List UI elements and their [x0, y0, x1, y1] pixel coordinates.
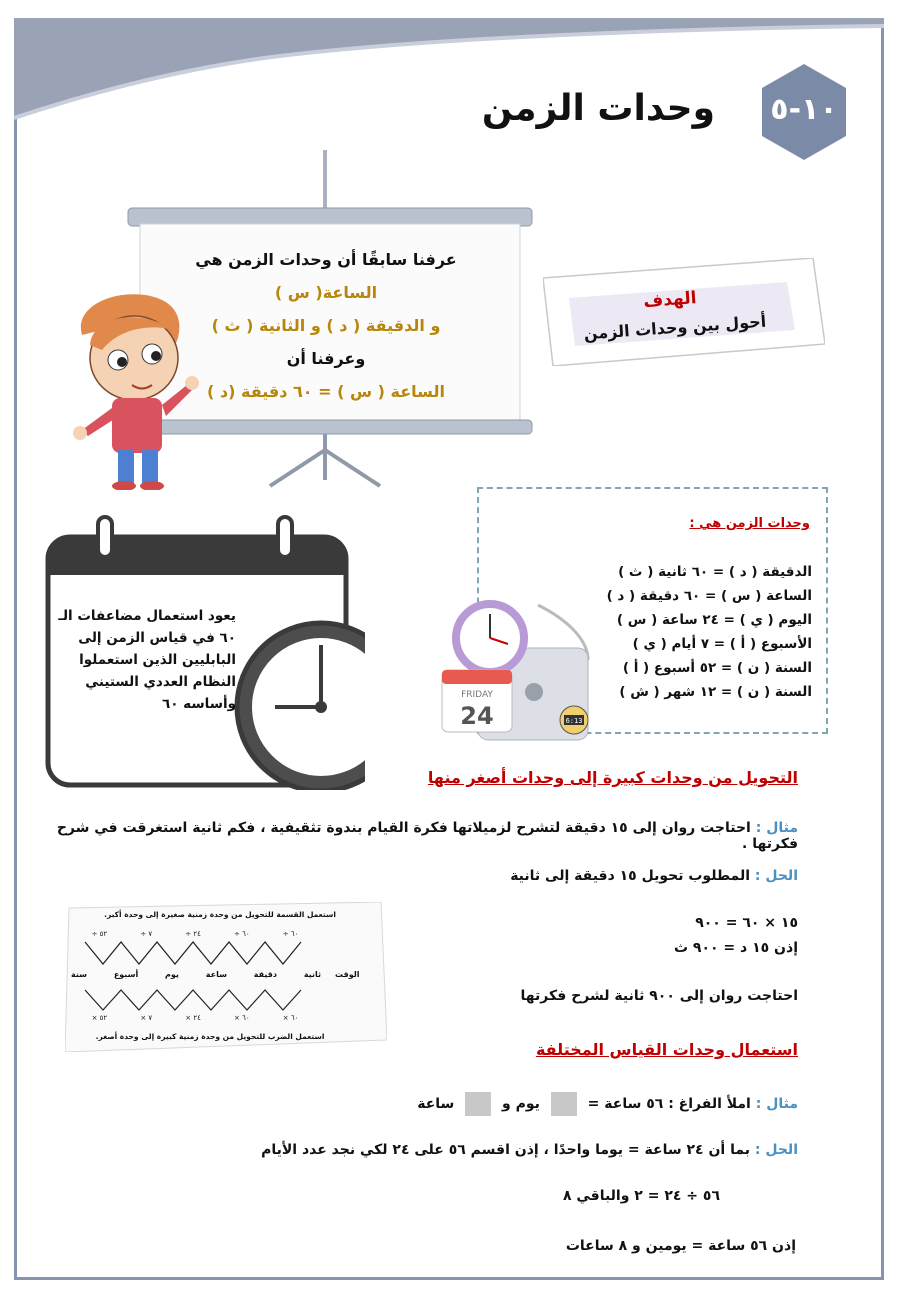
unit-item: الساعة ( س ) = ٦٠ دقيقة ( د ): [606, 588, 812, 604]
chart-bottom-caption: استعمل الضرب للتحويل من وحدة زمنية كبيرة إلى وحدة أصغر.: [95, 1032, 325, 1041]
multiply-label: × ٧: [140, 1014, 153, 1022]
section1-calc2: إذن ١٥ د = ٩٠٠ ث: [673, 940, 798, 956]
example-hour-word: ساعة: [417, 1096, 455, 1112]
unit-item: السنة ( ن ) = ١٢ شهر ( ش ): [619, 684, 812, 700]
time-objects-illustration: [438, 600, 598, 745]
solution-text: المطلوب تحويل ١٥ دقيقة إلى ثانية: [510, 868, 750, 884]
unit-item: الأسبوع ( أ ) = ٧ أيام ( ي ): [632, 636, 812, 652]
blank-days-box[interactable]: [551, 1092, 577, 1116]
divide-label: ÷ ٢٤: [185, 930, 201, 938]
chart-unit: ثانية: [303, 970, 321, 979]
solution-text: بما أن ٢٤ ساعة = يوما واحدًا ، إذن اقسم ٥٦ على ٢٤ لكي نجد عدد الأيام: [261, 1142, 750, 1158]
section2-calc: ٥٦ ÷ ٢٤ = ٢ والباقي ٨: [562, 1188, 720, 1204]
section1-solution: [400, 868, 798, 884]
example-text: احتاجت روان إلى ١٥ دقيقة لتشرح لزميلاتها فكرة القيام بندوة تثقيفية ، فكم ثانية استغرقت في شرح فكرتها .: [56, 820, 798, 852]
section2-conclusion: إذن ٥٦ ساعة = يومين و ٨ ساعات: [565, 1238, 796, 1254]
multiply-label: × ٦٠: [234, 1014, 250, 1022]
section2-example: [330, 1092, 798, 1116]
goal-card: [543, 258, 825, 366]
board-line-4: وعرفنا أن: [286, 349, 366, 368]
divide-label: ÷ ٦٠: [282, 930, 299, 938]
board-line-5: الساعة ( س ) = ٦٠ دقيقة (د ): [207, 382, 445, 401]
multiply-label: × ٦٠: [282, 1014, 299, 1022]
lesson-number: ١٠-٥: [770, 92, 838, 127]
section1-calc1: ١٥ × ٦٠ = ٩٠٠: [695, 915, 798, 931]
multiply-label: × ٢٤: [185, 1014, 201, 1022]
solution-label: الحل :: [754, 1142, 798, 1158]
page-title: وحدات الزمن: [481, 88, 715, 129]
calendar-date: 24: [460, 702, 494, 730]
chart-unit: ساعة: [205, 970, 227, 979]
divide-label: ÷ ٥٢: [91, 930, 108, 938]
timer-readout: 6:13: [565, 717, 583, 725]
example-day-word: يوم و: [502, 1096, 540, 1112]
header-banner: [14, 18, 884, 128]
chart-unit: دقيقة: [253, 970, 278, 979]
board-line-3: و الدقيقة ( د ) و الثانية ( ث ): [211, 316, 441, 335]
goal-text: أحول بين وحدات الزمن: [583, 311, 767, 344]
multiply-label: × ٥٢: [91, 1014, 108, 1022]
section2-solution: [200, 1142, 798, 1158]
section1-example: [30, 820, 798, 852]
unit-item: السنة ( ن ) = ٥٢ أسبوع ( أ ): [622, 660, 812, 676]
divide-label: ÷ ٦٠: [234, 930, 250, 938]
boy-illustration: [62, 290, 202, 490]
section2-heading: استعمال وحدات القياس المختلفة: [535, 1040, 798, 1059]
chart-multiply-row: [75, 1014, 315, 1022]
example-label: مثال :: [755, 1096, 798, 1112]
solution-label: الحل :: [754, 868, 798, 884]
calendar-day: FRIDAY: [461, 690, 493, 700]
example-label: مثال :: [755, 820, 798, 836]
section1-heading: التحويل من وحدات كبيرة إلى وحدات أصغر منها: [427, 768, 798, 787]
unit-item: اليوم ( ي ) = ٢٤ ساعة ( س ): [616, 612, 812, 628]
chart-divide-row: [75, 930, 315, 938]
chart-unit: سنة: [71, 970, 87, 979]
chart-top-caption: استعمل القسمة للتحويل من وحدة زمنية صغيرة إلى وحدة أكبر.: [104, 910, 336, 919]
goal-title: الهدف: [642, 288, 698, 312]
divide-label: ÷ ٧: [140, 930, 153, 938]
conversion-chart: [65, 902, 387, 1052]
board-line-1: عرفنا سابقًا أن وحدات الزمن هي: [195, 250, 457, 269]
board-line-2: الساعة( س ): [274, 283, 378, 302]
chart-units-row: [71, 970, 321, 979]
chart-unit: يوم: [165, 970, 179, 979]
chart-unit: أسبوع: [113, 970, 139, 979]
section1-conclusion: احتاجت روان إلى ٩٠٠ ثانية لشرح فكرتها: [520, 988, 798, 1004]
board-text: [170, 243, 482, 408]
units-title: وحدات الزمن هي :: [689, 516, 810, 531]
chart-axis-label: الوقت: [335, 970, 360, 979]
calendar-note: يعود استعمال مضاعفات الـ ٦٠ في قياس الزمن إلى البابليين الذين استعملوا النظام العددي الستيني وأساسه ٦٠: [58, 608, 236, 712]
unit-item: الدقيقة ( د ) = ٦٠ ثانية ( ث ): [618, 564, 812, 580]
example-prefix: املأ الفراغ : ٥٦ ساعة =: [587, 1096, 751, 1112]
blank-hours-box[interactable]: [465, 1092, 491, 1116]
